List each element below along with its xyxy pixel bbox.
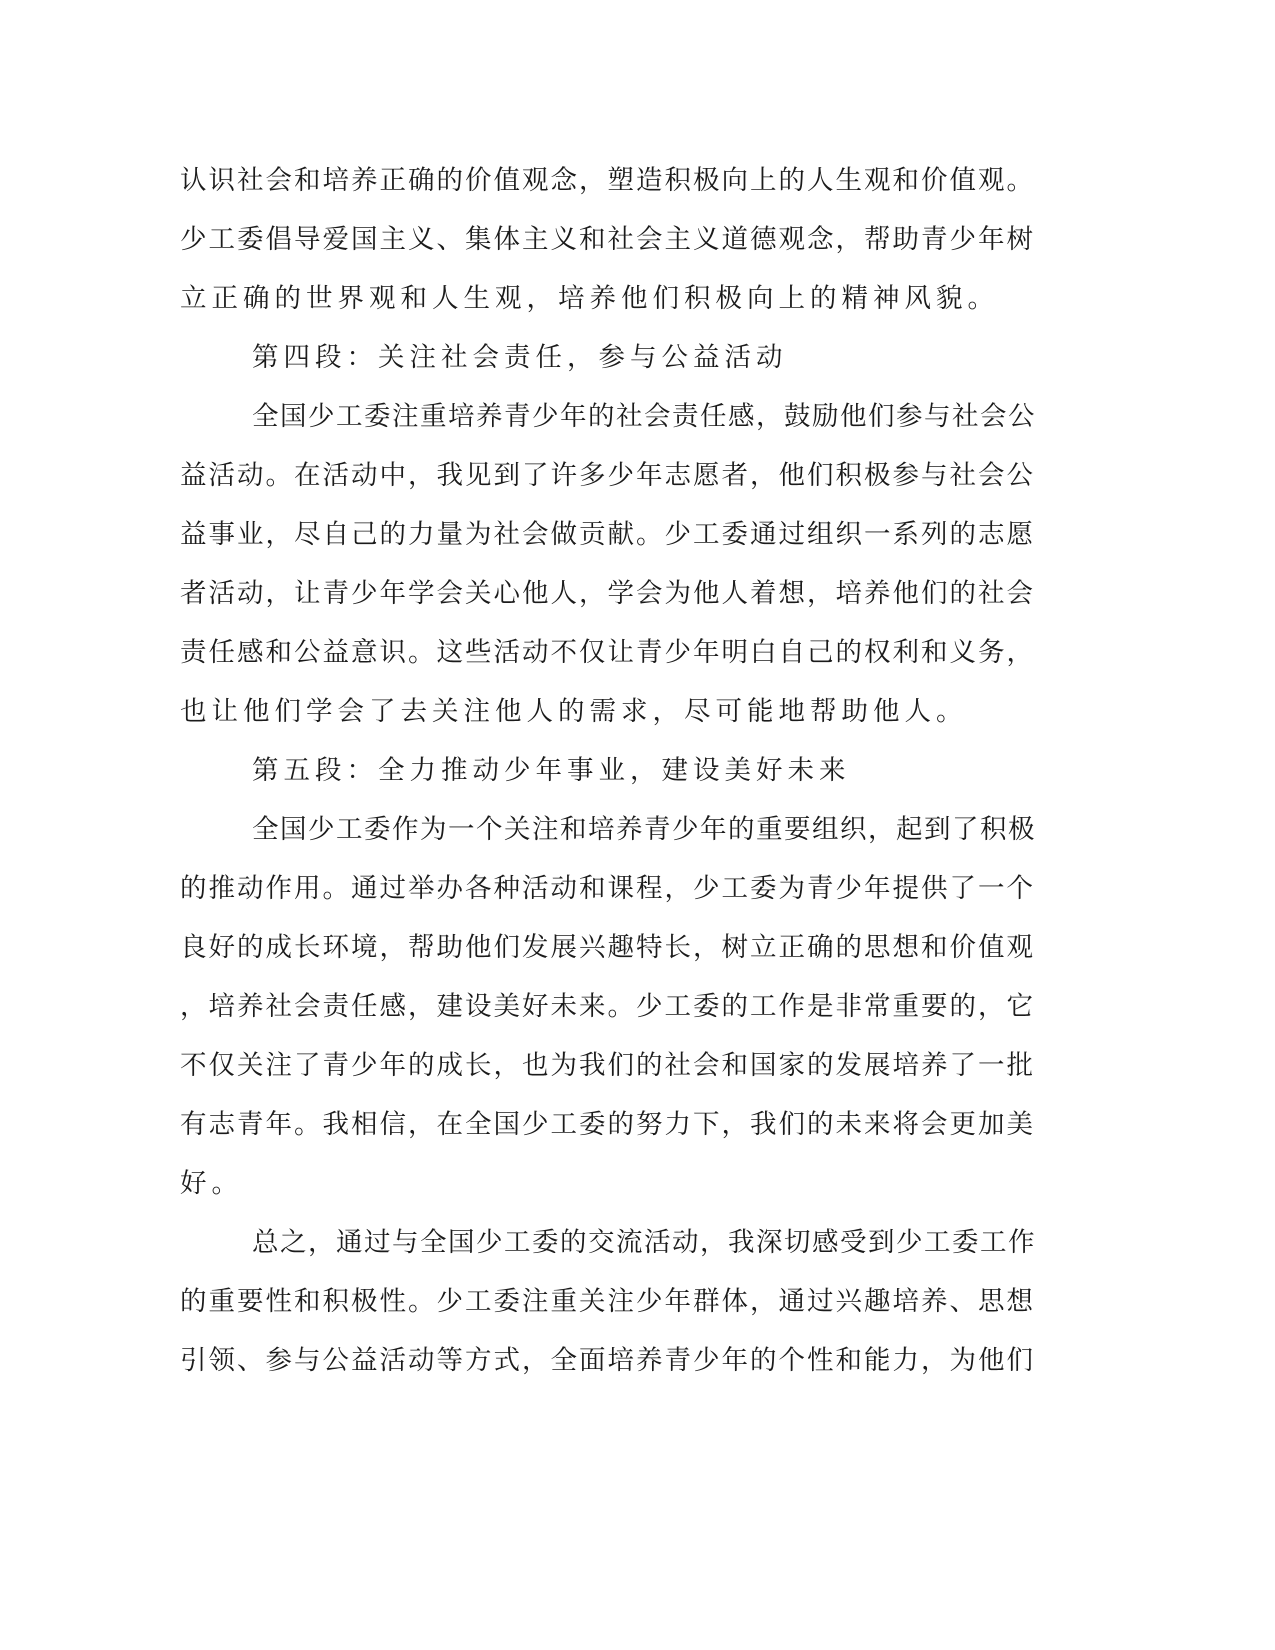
text-line: 的推动作用。通过举办各种活动和课程，少工委为青少年提供了一个	[180, 873, 1035, 904]
text-line: 全国少工委作为一个关注和培养青少年的重要组织，起到了积极	[252, 814, 1036, 845]
text-line: 全国少工委注重培养青少年的社会责任感，鼓励他们参与社会公	[252, 401, 1036, 432]
text-line: 责任感和公益意识。这些活动不仅让青少年明白自己的权利和义务，	[180, 637, 1035, 668]
text-line: 引领、参与公益活动等方式，全面培养青少年的个性和能力，为他们	[180, 1345, 1035, 1376]
text-line: 总之，通过与全国少工委的交流活动，我深切感受到少工委工作	[252, 1227, 1036, 1258]
section-heading: 第五段：全力推动少年事业，建设美好未来	[252, 755, 851, 786]
text-line: 的重要性和积极性。少工委注重关注少年群体，通过兴趣培养、思想	[180, 1286, 1035, 1317]
text-line: 有志青年。我相信，在全国少工委的努力下，我们的未来将会更加美	[180, 1109, 1035, 1140]
text-line: ，培养社会责任感，建设美好未来。少工委的工作是非常重要的，它	[180, 991, 1035, 1022]
text-line: 好。	[180, 1168, 243, 1199]
text-line: 者活动，让青少年学会关心他人，学会为他人着想，培养他们的社会	[180, 578, 1035, 609]
section-heading: 第四段：关注社会责任，参与公益活动	[252, 342, 788, 373]
text-line: 认识社会和培养正确的价值观念，塑造积极向上的人生观和价值观。	[180, 165, 1035, 196]
text-line: 良好的成长环境，帮助他们发展兴趣特长，树立正确的思想和价值观	[180, 932, 1035, 963]
text-line: 益事业，尽自己的力量为社会做贡献。少工委通过组织一系列的志愿	[180, 519, 1035, 550]
text-line: 立正确的世界观和人生观，培养他们积极向上的精神风貌。	[180, 283, 999, 314]
text-line: 少工委倡导爱国主义、集体主义和社会主义道德观念，帮助青少年树	[180, 224, 1035, 255]
text-line: 也让他们学会了去关注他人的需求，尽可能地帮助他人。	[180, 696, 968, 727]
text-line: 益活动。在活动中，我见到了许多少年志愿者，他们积极参与社会公	[180, 460, 1035, 491]
text-line: 不仅关注了青少年的成长，也为我们的社会和国家的发展培养了一批	[180, 1050, 1035, 1081]
